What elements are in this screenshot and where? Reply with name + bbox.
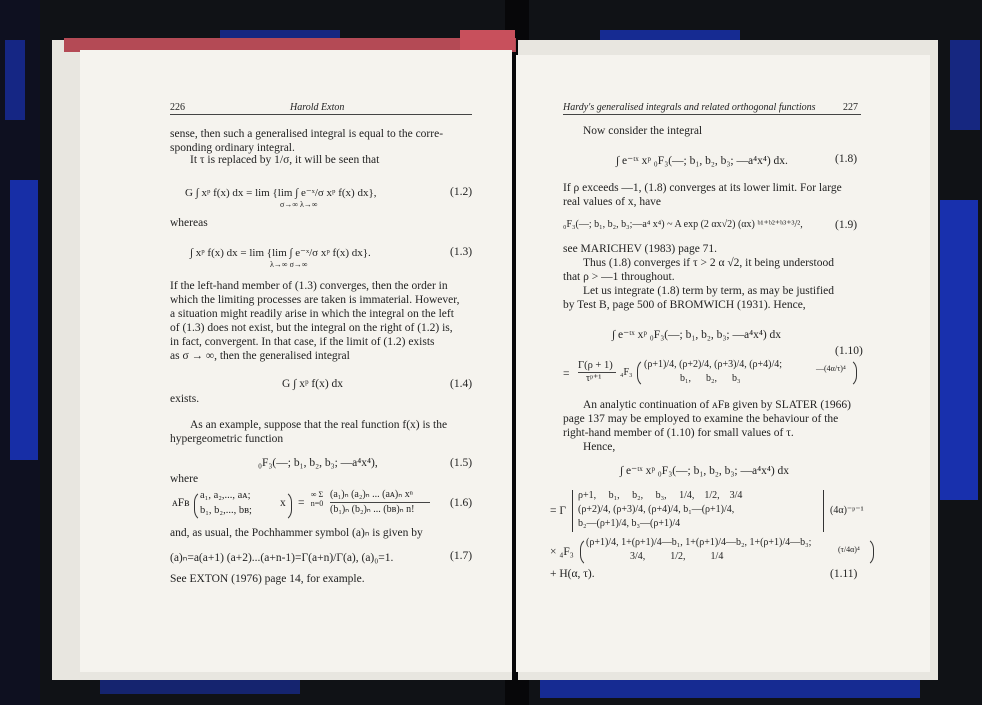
equation-1-10-label: (1.10) bbox=[835, 345, 863, 357]
left-paragraph-1-line-2: which the limiting processes are taken is immaterial. However, bbox=[170, 294, 460, 306]
equation-1-11-line2-bottom: 3/4, 1/2, 1/4 bbox=[630, 551, 724, 562]
equation-1-7-label: (1.7) bbox=[450, 550, 473, 562]
equation-1-11-gamma-row-1: ρ+1, b₁, b₂, b₃, 1/4, 1/2, 3/4 bbox=[578, 490, 743, 501]
equation-1-9: ₀F₃(—; b₁, b₂, b₃;—a⁴ x⁴) ~ A exp (2 αx√2) (αx) ᵇ¹⁺ᵇ²⁺ᵇ³⁺³/², bbox=[563, 219, 803, 230]
equation-1-2-limits: σ→∞ λ→∞ bbox=[280, 200, 318, 209]
equation-1-11-label: (1.11) bbox=[830, 568, 858, 580]
equation-1-6-lhs: ᴀFʙ bbox=[172, 497, 190, 509]
equation-1-10-integral: ∫ e⁻ᵗˣ xᵖ ₀F₃(—; b₁, b₂, b₃; —a⁴x⁴) dx bbox=[612, 329, 782, 341]
equation-1-6-rhs-bottom: (b₁)ₙ (b₂)ₙ ... (bʙ)ₙ n! bbox=[330, 504, 415, 515]
left-paragraph-1-line-1: If the left-hand member of (1.3) converges, then the order in bbox=[170, 280, 448, 292]
equation-1-10-arg: —(4α/τ)⁴ bbox=[816, 364, 846, 373]
left-see-exton: See EXTON (1976) page 14, for example. bbox=[170, 573, 365, 585]
right-para-3-line-4: Hence, bbox=[583, 441, 616, 453]
equation-1-10-lhs-bottom: τᵖ⁺¹ bbox=[586, 373, 602, 384]
equation-1-7: (a)ₙ=a(a+1) (a+2)...(a+n-1)=Γ(a+n)/Γ(a), (a)₀=1. bbox=[170, 552, 394, 564]
equation-1-6-label: (1.6) bbox=[450, 497, 473, 509]
left-paragraph-1-line-3: a situation might readily arise in which the integral on the left bbox=[170, 308, 454, 320]
equation-1-3-label: (1.3) bbox=[450, 246, 473, 258]
right-para-1-line-1: If ρ exceeds —1, (1.8) converges at its lower limit. For large bbox=[563, 182, 842, 194]
right-para-2-line-3: Let us integrate (1.8) term by term, as may be justified bbox=[583, 285, 835, 297]
left-line-3: It τ is replaced by 1/σ, it will be seen that bbox=[190, 154, 380, 166]
equation-1-11-integral: ∫ e⁻ᵗˣ xᵖ ₀F₃(—; b₁, b₂, b₃; —a⁴x⁴) dx bbox=[620, 465, 790, 477]
equation-1-10-top: (ρ+1)/4, (ρ+2)/4, (ρ+3)/4, (ρ+4)/4; bbox=[644, 359, 783, 370]
right-running-head: Hardy's generalised integrals and related orthogonal functions bbox=[563, 102, 816, 113]
equation-1-2-label: (1.2) bbox=[450, 186, 473, 198]
equation-1-6-x: x bbox=[280, 497, 286, 509]
right-para-2-line-2: that ρ > —1 throughout. bbox=[563, 271, 675, 283]
equation-1-5-label: (1.5) bbox=[450, 457, 473, 469]
equation-1-6-rhs-top: (a₁)ₙ (a₂)ₙ ... (aᴀ)ₙ xⁿ bbox=[330, 489, 413, 500]
left-pochhammer-line: and, as usual, the Pochhammer symbol (a)ₙ is given by bbox=[170, 527, 423, 539]
equation-1-11-line2-top: (ρ+1)/4, 1+(ρ+1)/4—b₁, 1+(ρ+1)/4—b₂, 1+(ρ+1)/4—b₃; bbox=[586, 537, 812, 548]
equation-1-10-f: ₄F₃ bbox=[620, 367, 633, 378]
right-para-3-line-2: page 137 may be employed to examine the behaviour of the bbox=[563, 413, 839, 425]
equation-1-5: ₀F₃(—; b₁, b₂, b₃; —a⁴x⁴), bbox=[258, 457, 378, 469]
left-header-rule bbox=[170, 114, 472, 115]
right-para-2-line-4: by Test B, page 500 of BROMWICH (1931). Hence, bbox=[563, 299, 806, 311]
left-line-2: sponding ordinary integral. bbox=[170, 142, 295, 154]
left-running-head: Harold Exton bbox=[290, 102, 345, 113]
equation-1-6-bottom: b₁, b₂,..., bʙ; bbox=[200, 505, 252, 516]
left-paragraph-1-line-4: of (1.3) does not exist, but the integral on the right of (1.2) is, bbox=[170, 322, 453, 334]
equation-1-2: G ∫ xᵖ f(x) dx = lim {lim ∫ e⁻ˣ/σ xᵖ f(x) dx}, bbox=[185, 187, 377, 199]
equation-1-10-lhs-top: Γ(ρ + 1) bbox=[578, 360, 613, 371]
right-page-number: 227 bbox=[843, 102, 858, 113]
equation-1-6-fraction-bar bbox=[330, 502, 430, 503]
equation-1-8: ∫ e⁻ᵗˣ xᵖ ₀F₃(—; b₁, b₂, b₃; —a⁴x⁴) dx. bbox=[616, 155, 788, 167]
equation-1-8-label: (1.8) bbox=[835, 153, 858, 165]
equation-1-10-bottom: b₁, b₂, b₃ bbox=[680, 373, 741, 384]
equation-1-3: ∫ xᵖ f(x) dx = lim {lim ∫ e⁻ˣ/σ xᵖ f(x) dx}. bbox=[190, 247, 371, 259]
word-where: where bbox=[170, 473, 199, 485]
equation-1-6-equals: = bbox=[298, 497, 305, 509]
word-whereas: whereas bbox=[170, 217, 208, 229]
left-paragraph-2-line-1: As an example, suppose that the real function f(x) is the bbox=[190, 419, 448, 431]
left-paragraph-1-line-5: in fact, convergent. In that case, if the limit of (1.2) exists bbox=[170, 336, 435, 348]
equation-1-10-equals: = bbox=[563, 368, 570, 380]
equation-1-6-sum: ∞ Σ n=0 bbox=[310, 490, 324, 508]
left-paragraph-2-line-2: hypergeometric function bbox=[170, 433, 284, 445]
equation-1-11-factor: (4α)⁻ᵖ⁻¹ bbox=[830, 505, 864, 516]
equation-1-4: G ∫ xᵖ f(x) dx bbox=[282, 378, 344, 390]
equation-1-11-line3: + H(α, τ). bbox=[550, 568, 595, 580]
right-see-marichev: see MARICHEV (1983) page 71. bbox=[563, 243, 718, 255]
right-header-rule bbox=[563, 114, 861, 115]
equation-1-11-equals-gamma: = Γ bbox=[550, 505, 567, 517]
right-consider: Now consider the integral bbox=[583, 125, 703, 137]
left-paragraph-1-line-6: as σ → ∞, then the generalised integral bbox=[170, 350, 350, 362]
left-page-number: 226 bbox=[170, 102, 185, 113]
left-line-1: sense, then such a generalised integral is equal to the corre- bbox=[170, 128, 444, 140]
equation-1-11-gamma-row-2: (ρ+2)/4, (ρ+3)/4, (ρ+4)/4, b₁—(ρ+1)/4, bbox=[578, 504, 735, 515]
right-para-3-line-1: An analytic continuation of ᴀFʙ given by SLATER (1966) bbox=[583, 399, 852, 411]
equation-1-11-line2-arg: (τ/4α)⁴ bbox=[838, 545, 860, 554]
word-exists: exists. bbox=[170, 393, 200, 405]
right-para-3-line-3: right-hand member of (1.10) for small values of τ. bbox=[563, 427, 794, 439]
equation-1-11-times: × ₄F₃ bbox=[550, 546, 574, 558]
equation-1-4-label: (1.4) bbox=[450, 378, 473, 390]
right-para-1-line-2: real values of x, have bbox=[563, 196, 662, 208]
equation-1-11-gamma-row-3: b₂—(ρ+1)/4, b₃—(ρ+1)/4 bbox=[578, 518, 681, 529]
equation-1-9-label: (1.9) bbox=[835, 219, 858, 231]
equation-1-3-limits: λ→∞ σ→∞ bbox=[270, 260, 308, 269]
red-page-edge-corner bbox=[460, 30, 515, 50]
equation-1-6-top: a₁, a₂,..., aᴀ; bbox=[200, 490, 251, 501]
right-para-2-line-1: Thus (1.8) converges if τ > 2 α √2, it being understood bbox=[583, 257, 834, 269]
